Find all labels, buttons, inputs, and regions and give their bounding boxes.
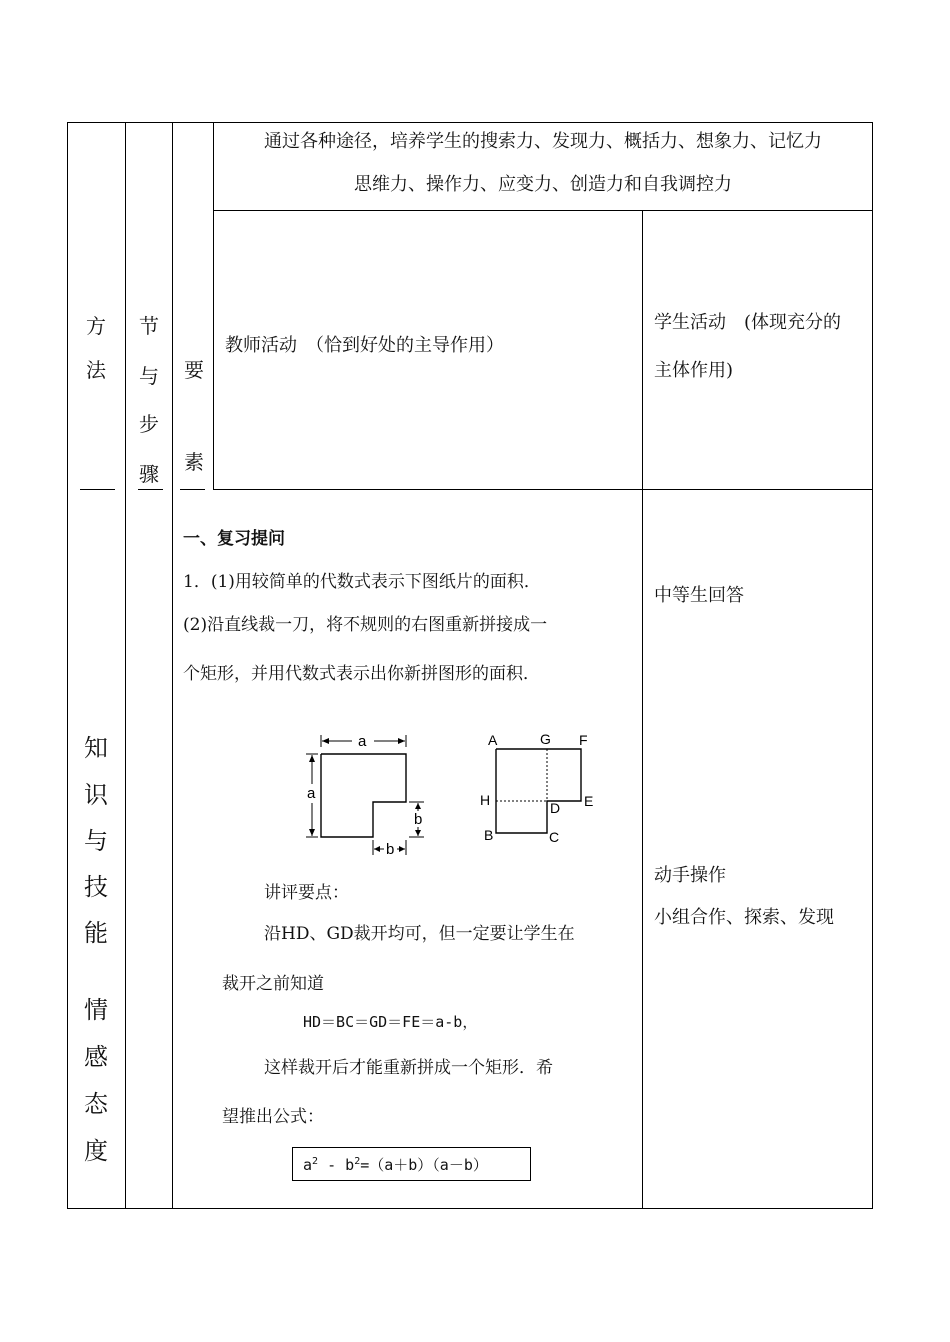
header-method-char: 方 [86,314,106,338]
dim-notch-v-label: b [414,811,423,828]
student-note-group: 小组合作、探索、发现 [654,907,834,928]
table-border-col4 [642,210,643,1209]
cut-shape-outline [496,749,581,833]
dim-top-arrow-right [398,738,405,744]
difference-of-squares-formula [303,1154,488,1175]
conclusion-line-2: 望推出公式： [222,1107,324,1127]
equation-line: HD＝BC＝GD＝FE＝a-b， [303,1013,478,1031]
table-border-header-dash-1 [80,489,115,490]
section-emotion-char: 感 [84,1043,108,1071]
point-label-a: A [488,732,498,748]
table-border-goal-bottom [213,210,873,211]
dim-side-label: a [307,785,316,802]
dim-side-arrow-top [309,755,315,762]
point-label-g: G [540,731,551,747]
section-knowledge-char: 技 [84,873,108,901]
section-knowledge-char: 能 [84,919,108,947]
table-border-header-dash-2 [138,489,163,490]
question-line-1: 1．(1)用较简单的代数式表示下图纸片的面积． [183,572,541,592]
formula-box [292,1147,531,1181]
section-knowledge-char: 与 [84,827,108,855]
comment-line-2: 裁开之前知道 [222,974,324,994]
section-knowledge-char: 知 [84,734,108,762]
header-elements-char: 要 [184,358,204,382]
comment-line-1: 沿HD、GD裁开均可，但一定要让学生在 [264,924,575,944]
header-steps-char: 与 [139,364,159,388]
section-emotion-char: 度 [84,1137,108,1165]
section-emotion-char: 情 [84,996,108,1024]
point-label-e: E [584,793,594,809]
question-line-2: (2)沿直线裁一刀，将不规则的右图重新拼接成一 [183,615,548,635]
table-border-col2 [172,122,173,1209]
table-border-header-dash-3 [180,489,205,490]
dim-top-arrow-left [322,738,329,744]
dim-side-arrow-bottom [309,829,315,836]
point-label-h: H [480,792,491,808]
point-label-d: D [550,800,561,816]
formula-minus-b: - b [318,1156,355,1174]
section-title: 一、复习提问 [183,529,285,549]
table-border-col1 [125,122,126,1209]
goal-line-2: 思维力、操作力、应变力、创造力和自我调控力 [354,174,732,195]
point-label-f: F [579,732,588,748]
table-border-top [67,122,873,123]
goal-line-1: 通过各种途径，培养学生的搜索力、发现力、概括力、想象力、记忆力 [264,131,822,152]
header-steps-char: 步 [139,412,159,436]
section-emotion-char: 态 [84,1090,108,1118]
student-activity-heading-2: 主体作用) [654,360,734,381]
student-activity-heading-1: 学生活动 (体现充分的 [654,312,842,333]
dim-notch-v-arrow-top [415,803,421,809]
teacher-activity-heading: 教师活动 （恰到好处的主导作用） [225,335,504,356]
table-border-left [67,122,68,1209]
area-figure [300,727,620,862]
table-border-header-bottom [213,489,873,490]
comment-title: 讲评要点： [264,883,349,903]
header-steps-char: 骤 [139,462,159,486]
question-line-3: 个矩形，并用代数式表示出你新拼图形的面积． [183,664,540,684]
point-label-b: B [484,827,494,843]
table-border-right [872,122,873,1209]
table-border-bottom [67,1208,873,1209]
dim-notch-v-arrow-bottom [415,830,421,836]
dim-notch-h-arrow-left [374,846,380,852]
header-steps-char: 节 [139,314,159,338]
student-note-answer: 中等生回答 [654,585,744,606]
header-elements-char: 素 [184,450,204,474]
conclusion-line-1: 这样裁开后才能重新拼成一个矩形．希 [264,1058,553,1078]
l-shape-outline [321,754,406,837]
dim-top-label: a [358,733,367,750]
formula-a: a [303,1156,313,1174]
point-label-c: C [549,829,560,845]
formula-exp-2: 2 [354,1156,361,1167]
formula-exp-1: 2 [312,1156,319,1167]
dim-notch-h-label: b [386,841,395,858]
section-knowledge-char: 识 [84,781,108,809]
dim-notch-h-arrow-right [399,846,405,852]
student-note-hands-on: 动手操作 [654,865,726,886]
header-method-char: 法 [86,358,106,382]
formula-rest: =（a＋b）（a－b） [360,1156,488,1174]
